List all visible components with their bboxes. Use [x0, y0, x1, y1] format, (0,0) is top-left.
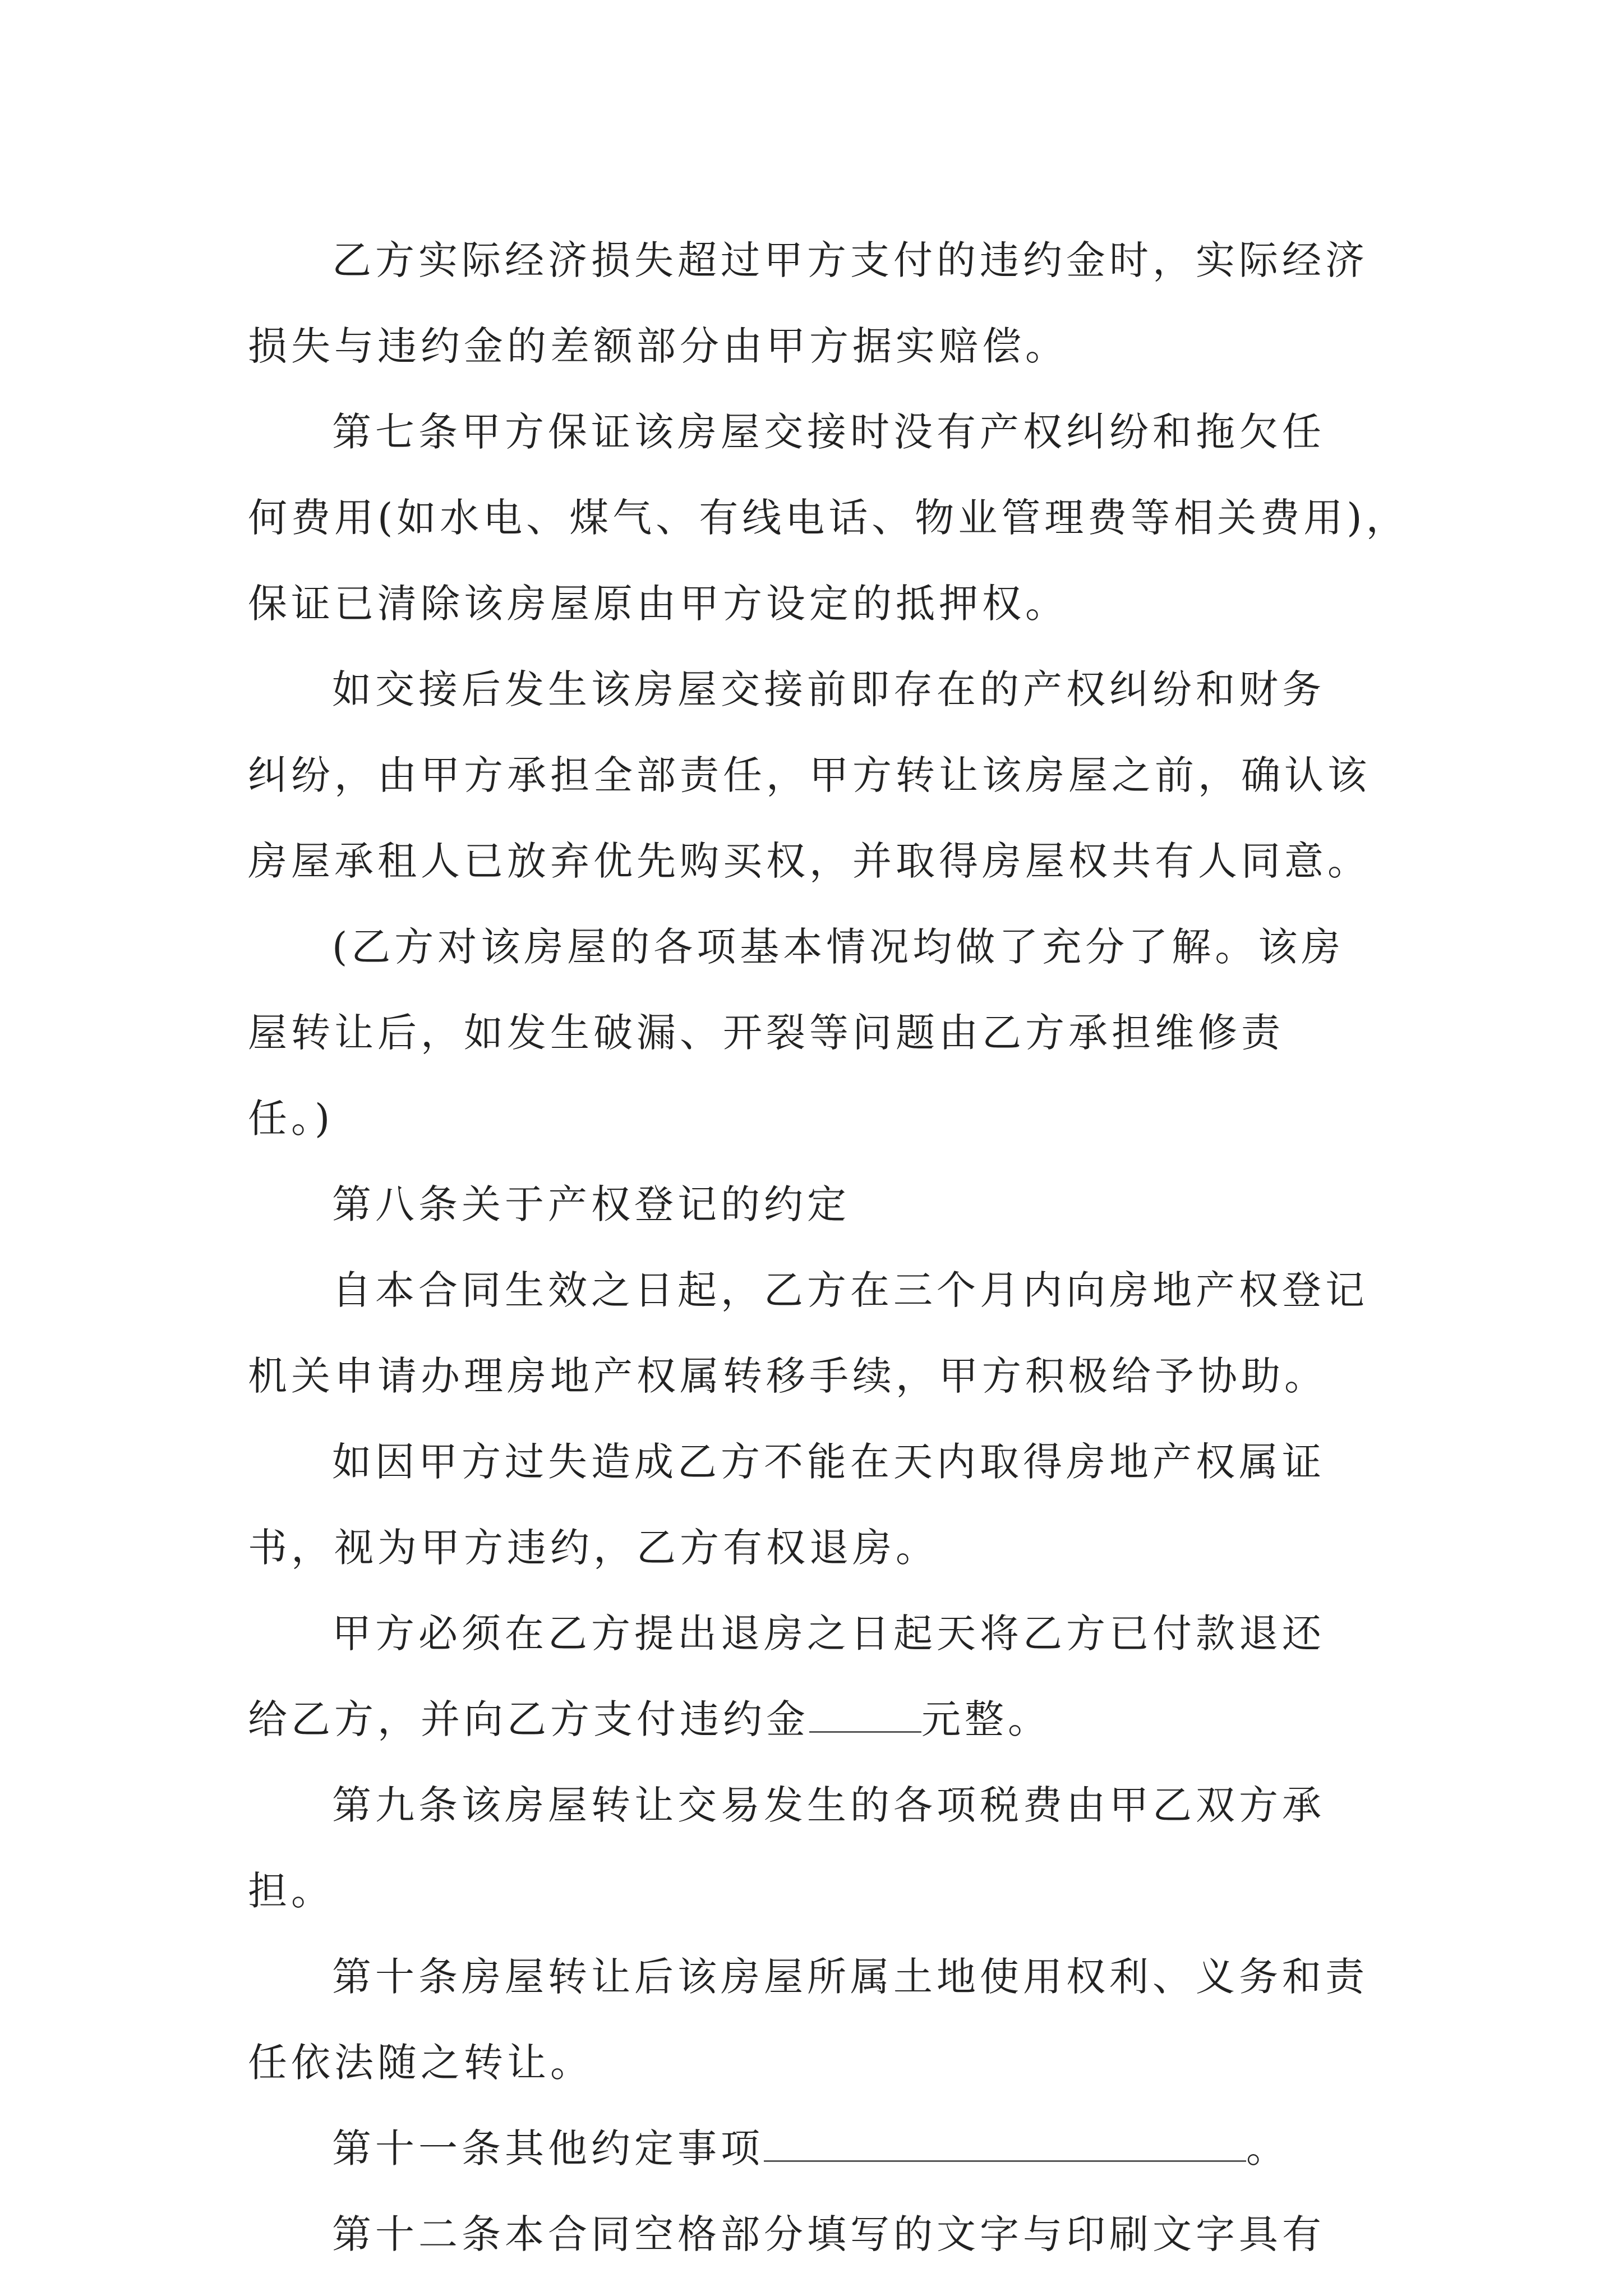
article-11-line: [248, 2106, 1426, 2192]
fill-in-blank[interactable]: [809, 1697, 921, 1733]
text-line-with-blank: [248, 1677, 1426, 1763]
article-9-heading: 第九条该房屋转让交易发生的各项税费由甲乙双方承: [332, 1782, 1325, 1828]
text-line: 书，视为甲方违约，乙方有权退房。: [248, 1525, 939, 1571]
text-line: 乙方实际经济损失超过甲方支付的违约金时，实际经济: [332, 237, 1368, 283]
article-12-heading: 第十二条本合同空格部分填写的文字与印刷文字具有: [332, 2211, 1325, 2257]
text-line: 纠纷，由甲方承担全部责任，甲方转让该房屋之前，确认该: [248, 752, 1371, 798]
text-line: 损失与违约金的差额部分由甲方据实赔偿。: [248, 323, 1068, 369]
text-segment: 。: [1246, 2125, 1289, 2171]
contract-body: [248, 218, 1426, 2277]
text-line: 担。: [248, 1868, 334, 1914]
text-line: 如因甲方过失造成乙方不能在天内取得房地产权属证: [332, 1439, 1325, 1485]
article-7-heading: 第七条甲方保证该房屋交接时没有产权纠纷和拖欠任: [332, 409, 1325, 455]
article-10-heading: 第十条房屋转让后该房屋所属土地使用权利、义务和责: [332, 1954, 1368, 2000]
text-segment: 给乙方，并向乙方支付违约金: [248, 1696, 809, 1742]
text-line: 何费用(如水电、煤气、有线电话、物业管理费等相关费用)，: [248, 495, 1409, 541]
text-segment: 元整。: [921, 1696, 1051, 1742]
text-segment: 第十一条其他约定事项: [332, 2125, 764, 2171]
text-line: 保证已清除该房屋原由甲方设定的抵押权。: [248, 581, 1068, 627]
text-line: 任依法随之转让。: [248, 2040, 593, 2086]
text-line: 任。): [248, 1096, 334, 1142]
text-line: 屋转让后，如发生破漏、开裂等问题由乙方承担维修责: [248, 1010, 1284, 1056]
text-line: 房屋承租人已放弃优先购买权，并取得房屋权共有人同意。: [248, 838, 1371, 884]
article-8-heading: 第八条关于产权登记的约定: [332, 1181, 850, 1227]
text-line: 如交接后发生该房屋交接前即存在的产权纠纷和财务: [332, 666, 1325, 712]
text-line: 自本合同生效之日起，乙方在三个月内向房地产权登记: [332, 1267, 1368, 1313]
fill-in-blank[interactable]: [764, 2127, 1246, 2162]
text-line: (乙方对该房屋的各项基本情况均做了充分了解。该房: [332, 924, 1345, 970]
text-line: 机关申请办理房地产权属转移手续，甲方积极给予协助。: [248, 1353, 1327, 1399]
text-line: 甲方必须在乙方提出退房之日起天将乙方已付款退还: [332, 1611, 1325, 1657]
